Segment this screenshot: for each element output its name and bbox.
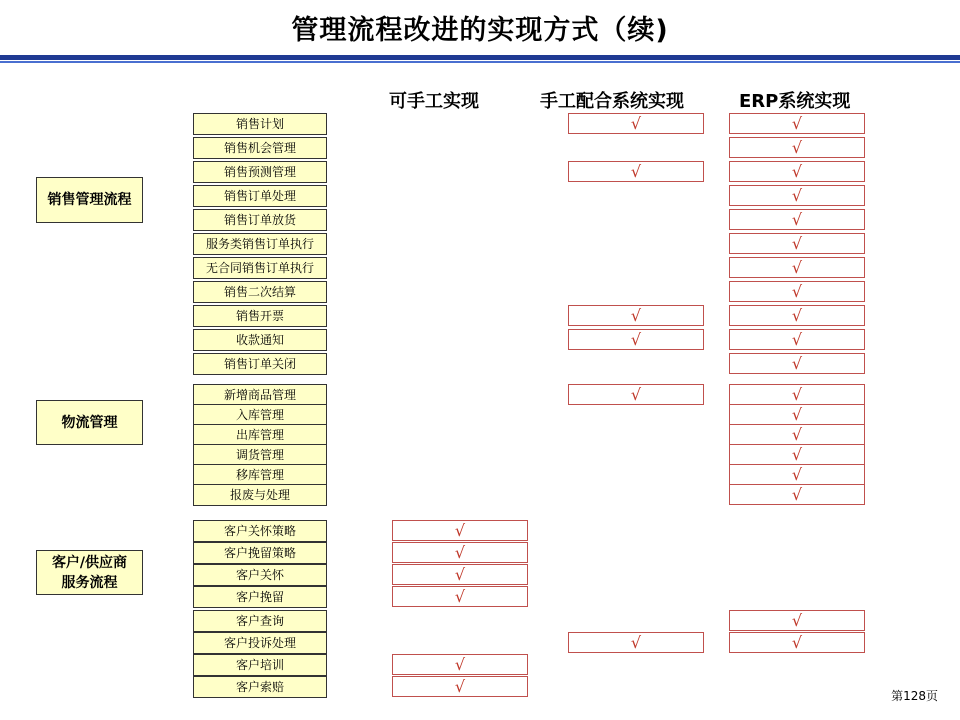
process-item: 客户关怀策略 [193, 520, 327, 542]
process-item: 销售二次结算 [193, 281, 327, 303]
check-cell: √ [729, 329, 865, 350]
check-cell: √ [729, 113, 865, 134]
page-title: 管理流程改进的实现方式（续) [291, 15, 669, 46]
process-item: 出库管理 [193, 424, 327, 446]
check-cell: √ [392, 564, 528, 585]
column-header-manual: 可手工实现 [389, 91, 479, 112]
process-item: 服务类销售订单执行 [193, 233, 327, 255]
process-item: 新增商品管理 [193, 384, 327, 406]
check-cell: √ [729, 281, 865, 302]
process-item: 入库管理 [193, 404, 327, 426]
check-cell: √ [568, 113, 704, 134]
title-underline-light [0, 61, 960, 63]
process-item: 销售订单放货 [193, 209, 327, 231]
check-cell: √ [729, 404, 865, 425]
process-item: 客户培训 [193, 654, 327, 676]
check-cell: √ [392, 542, 528, 563]
process-item: 销售预测管理 [193, 161, 327, 183]
check-cell: √ [568, 329, 704, 350]
check-cell: √ [729, 384, 865, 405]
process-item: 报废与处理 [193, 484, 327, 506]
check-cell: √ [729, 233, 865, 254]
process-item: 客户查询 [193, 610, 327, 632]
group-logistics: 物流管理 [36, 400, 143, 445]
check-cell: √ [729, 464, 865, 485]
check-cell: √ [392, 586, 528, 607]
process-item: 收款通知 [193, 329, 327, 351]
check-cell: √ [392, 520, 528, 541]
process-item: 销售计划 [193, 113, 327, 135]
group-sales-process: 销售管理流程 [36, 177, 143, 223]
check-cell: √ [568, 161, 704, 182]
process-item: 销售机会管理 [193, 137, 327, 159]
check-cell: √ [729, 257, 865, 278]
check-cell: √ [729, 444, 865, 465]
title-underline-dark [0, 55, 960, 60]
process-item: 客户投诉处理 [193, 632, 327, 654]
check-cell: √ [729, 305, 865, 326]
process-item: 客户索赔 [193, 676, 327, 698]
check-cell: √ [729, 484, 865, 505]
group-customer-supplier-service: 客户/供应商 服务流程 [36, 550, 143, 595]
column-header-erp: ERP系统实现 [739, 91, 851, 112]
column-header-manual-with-system: 手工配合系统实现 [540, 91, 684, 112]
check-cell: √ [729, 632, 865, 653]
check-cell: √ [568, 384, 704, 405]
check-cell: √ [729, 137, 865, 158]
process-item: 客户挽留策略 [193, 542, 327, 564]
check-cell: √ [729, 424, 865, 445]
process-item: 销售订单处理 [193, 185, 327, 207]
check-cell: √ [729, 353, 865, 374]
process-item: 客户关怀 [193, 564, 327, 586]
check-cell: √ [729, 161, 865, 182]
check-cell: √ [392, 654, 528, 675]
process-item: 移库管理 [193, 464, 327, 486]
process-item: 销售开票 [193, 305, 327, 327]
check-cell: √ [568, 305, 704, 326]
check-cell: √ [729, 610, 865, 631]
check-cell: √ [568, 632, 704, 653]
process-item: 调货管理 [193, 444, 327, 466]
check-cell: √ [729, 209, 865, 230]
check-cell: √ [729, 185, 865, 206]
process-item: 销售订单关闭 [193, 353, 327, 375]
process-item: 无合同销售订单执行 [193, 257, 327, 279]
page-number: 第128页 [891, 689, 938, 703]
process-item: 客户挽留 [193, 586, 327, 608]
check-cell: √ [392, 676, 528, 697]
